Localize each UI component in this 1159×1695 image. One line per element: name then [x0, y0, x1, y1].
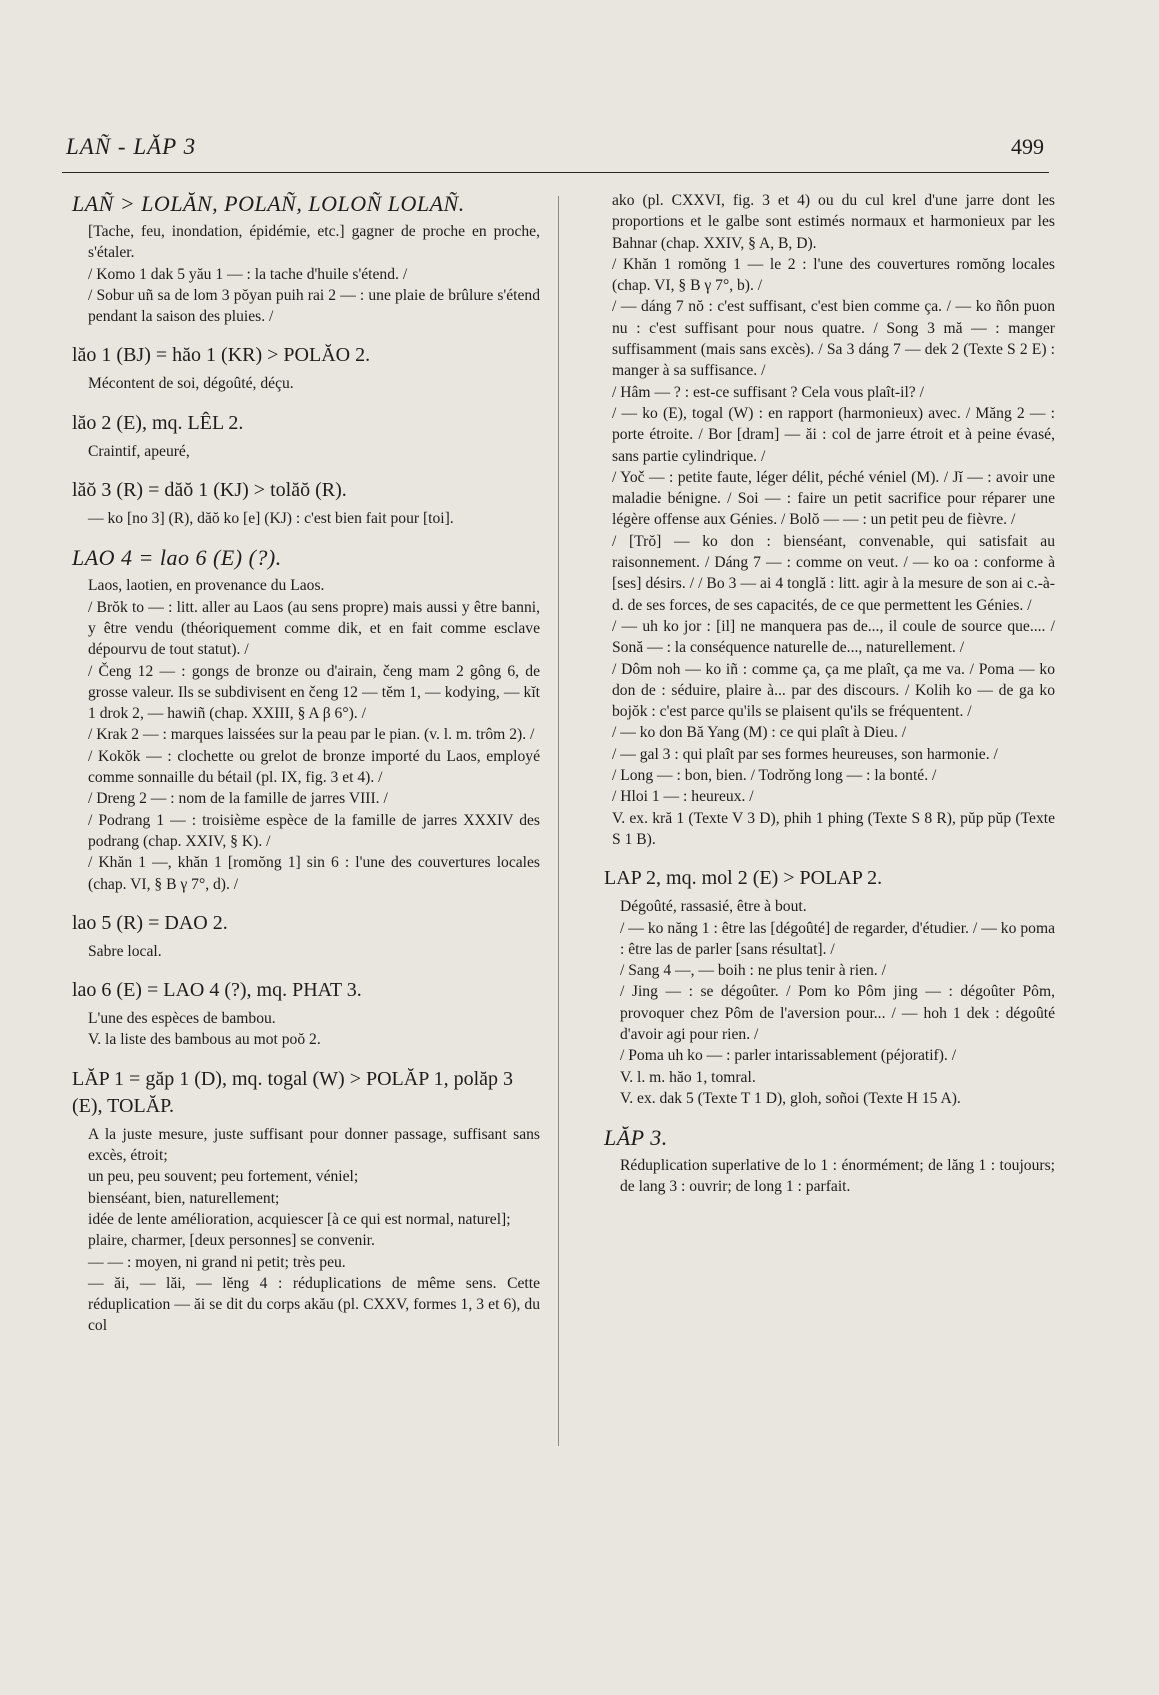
entry-line: / Čeng 12 — : gongs de bronze ou d'airain, čeng mam 2 gông 6, de grosse valeur. Ils se subdivisent en čeng 12 — tĕm 1, — kodying, — kĭt 1 drok 2, — hawiñ (chap. XXIII, § A β 6°). / [88, 662, 540, 723]
entry-headword: lao 6 (E) = LAO 4 (?), mq. PHAT 3. [72, 979, 362, 1002]
entry-line: / Dôm noh — ko iñ : comme ça, ça me plaît, ça me va. / Poma — ko don de : séduire, plaire à... par des discours. / Kolih ko — de ga ko bojŏk : c'est parce qu'ils se plaisent qu'ils se fréquentent. / [612, 660, 1055, 721]
entry-line: / — ko năng 1 : être las [dégoûté] de regarder, d'étudier. / — ko poma : être las de parler [sans résultat]. / [620, 919, 1055, 958]
entry-line: — — : moyen, ni grand ni petit; très peu. [88, 1253, 346, 1271]
entry-body [80, 373, 540, 394]
entry-headword: lăo 2 (E), mq. LÊL 2. [72, 411, 244, 434]
entry-line: ako (pl. CXXVI, fig. 3 et 4) ou du cul krel d'une jarre dont les proportions et le galbe sont estimés normaux et harmonieux par les Bahnar (chap. XXIV, § A, B, D). [612, 192, 1055, 252]
entry-headword: lăo 1 (BJ) = hăo 1 (KR) > POLĂO 2. [72, 344, 371, 367]
entry-line: plaire, charmer, [deux personnes] se convenir. [88, 1232, 375, 1250]
entry-line: / Long — : bon, bien. / Todrŏng long — : la bonté. / [612, 767, 937, 785]
entry-line: / Yoč — : petite faute, léger délit, péché véniel (M). / Jĭ — : avoir une maladie bénigne. / Soi — : faire un petit sacrifice pour réparer une légère offense aux Génies. / Bolŏ — — : un petit peu de fièvre. / [612, 468, 1055, 529]
entry-body [80, 508, 540, 529]
entry-line: / Brŏk to — : litt. aller au Laos (au sens propre) mais aussi y être banni, y être vendu (théoriquement comme dik, et en fait comme esclave dépourvu de tout statut). / [88, 598, 540, 659]
entry-body [612, 896, 1055, 1109]
entry-line: / Hâm — ? : est-ce suffisant ? Cela vous plaît-il? / [612, 383, 924, 401]
entry-line: / Khăn 1 —, khăn 1 [romŏng 1] sin 6 : l'une des couvertures locales (chap. VI, § B γ 7°, d). / [88, 854, 540, 893]
dictionary-entry [72, 342, 540, 394]
entry-line: / Hloi 1 — : heureux. / [612, 788, 754, 806]
entry-line: / — uh ko jor : [il] ne manquera pas de..., il coule de source que.... / Sonă — : la conséquence naturelle de..., naturellement. / [612, 617, 1055, 657]
entry-line: / — ko (E), togal (W) : en rapport (harmonieux) avec. / Măng 2 — : porte étroite. / Bor [dram] — ăi : col de jarre étroit et à peine évasé, sans partie cylindrique. / [612, 404, 1055, 465]
entry-line: / Sobur uñ sa de lom 3 pŏyan puih rai 2 — : une plaie de brûlure s'étend pendant la saison des pluies. / [88, 286, 540, 326]
entry-headword: LĂP 1 = găp 1 (D), mq. togal (W) > POLĂP 1, polăp 3 (E), TOLĂP. [72, 1067, 514, 1117]
entry-line: L'une des espèces de bambou. [88, 1010, 276, 1028]
entry-line: V. la liste des bambous au mot poŏ 2. [88, 1031, 321, 1049]
entry-line: Réduplication superlative de lo 1 : énormément; de lăng 1 : toujours; de lang 3 : ouvrir; de long 1 : parfait. [620, 1157, 1055, 1196]
entry-body [80, 221, 540, 327]
entry-line: Laos, laotien, en provenance du Laos. [88, 577, 325, 595]
entry-line: / Sang 4 —, — boih : ne plus tenir à rien. / [620, 962, 886, 980]
dictionary-entry [72, 410, 540, 462]
entry-line: / Dreng 2 — : nom de la famille de jarres VIII. / [88, 790, 388, 808]
entry-line: A la juste mesure, juste suffisant pour donner passage, suffisant sans excès, étroit; [88, 1125, 540, 1165]
entry-line: [Tache, feu, inondation, épidémie, etc.] gagner de proche en proche, s'étaler. [88, 223, 540, 262]
entry-line: V. l. m. hăo 1, tomral. [620, 1068, 756, 1086]
dictionary-entry [72, 477, 540, 529]
entry-line: / Khăn 1 romŏng 1 — le 2 : l'une des couvertures romŏng locales (chap. VI, § B γ 7°, b). / [612, 255, 1055, 295]
entry-line: idée de lente amélioration, acquiescer [à ce qui est normal, naturel]; [88, 1210, 511, 1228]
dictionary-entry [72, 910, 540, 962]
entry-headword: LĂP 3. [604, 1125, 668, 1151]
entry-line: — ko [no 3] (R), dăŏ ko [e] (KJ) : c'est bien fait pour [toi]. [88, 510, 454, 528]
entry-line: / Podrang 1 — : troisième espèce de la famille de jarres XXXIV des podrang (chap. XXIV, § K). / [88, 811, 540, 850]
dictionary-entry [72, 977, 540, 1051]
dictionary-entry [604, 865, 1055, 1109]
entry-line: / — ko don Bă Yang (M) : ce qui plaît à Dieu. / [612, 724, 907, 742]
entry-body [612, 1155, 1055, 1198]
entry-line: V. ex. kră 1 (Texte V 3 D), phih 1 phing (Texte S 8 R), pŭp pŭp (Texte S 1 B). [612, 809, 1055, 848]
entry-headword: lao 5 (R) = DAO 2. [72, 911, 228, 934]
entry-line: — ăi, — lăi, — lĕng 4 : réduplications de même sens. Cette réduplication — ăi se dit du corps akău (pl. CXXV, formes 1, 3 et 6), du col [88, 1274, 540, 1335]
running-head: LAÑ - LĂP 3 [66, 134, 197, 159]
entry-line: / Jing — : se dégoûter. / Pom ko Pôm jing — : dégoûter Pôm, provoquer chez Pôm de l'aversion pour... / — hoh 1 dek : dégoûté d'avoir agi pour rien. / [620, 983, 1055, 1043]
entry-line: / Kokŏk — : clochette ou grelot de bronze importé du Laos, employé comme sonnaille du bétail (pl. IX, fig. 3 et 4). / [88, 747, 540, 787]
entry-line: / Krak 2 — : marques laissées sur la peau par le pian. (v. l. m. trôm 2). / [88, 726, 535, 744]
entry-line: / Poma uh ko — : parler intarissablement (péjoratif). / [620, 1047, 957, 1065]
entry-headword: LAO 4 = lao 6 (E) (?). [72, 545, 282, 571]
entry-body [80, 941, 540, 962]
entry-line: Craintif, apeuré, [88, 442, 190, 460]
dictionary-entry [604, 1124, 1055, 1198]
right-entries [604, 865, 1055, 1198]
entry-line: bienséant, bien, naturellement; [88, 1189, 280, 1207]
continued-entry-text [612, 190, 1055, 850]
entry-line: un peu, peu souvent; peu fortement, véniel; [88, 1168, 359, 1186]
entry-body [80, 575, 540, 894]
entry-line: V. ex. dak 5 (Texte T 1 D), gloh, soñoi (Texte H 15 A). [620, 1089, 961, 1107]
dictionary-entry [72, 544, 540, 894]
dictionary-entry [72, 190, 540, 327]
column-divider [558, 196, 559, 1446]
entry-body [80, 1008, 540, 1051]
entry-line: / — dáng 7 nŏ : c'est suffisant, c'est bien comme ça. / — ko ñôn puon nu : c'est suffisant pour nous quatre. / Song 3 mă — : manger suffisamment (mais sans excès). / Sa 3 dáng 7 — dek 2 (Texte S 2 E) : manger à sa suffisance. / [612, 298, 1055, 380]
header-rule [62, 172, 1049, 173]
entry-body [80, 1124, 540, 1337]
entry-body [80, 441, 540, 462]
entry-line: Dégoûté, rassasié, être à bout. [620, 898, 807, 916]
entry-headword: lăŏ 3 (R) = dăŏ 1 (KJ) > tolăŏ (R). [72, 479, 347, 502]
dictionary-entry [72, 1066, 540, 1337]
entry-line: / — gal 3 : qui plaît par ses formes heureuses, son harmonie. / [612, 745, 998, 763]
entry-headword: LAÑ > LOLĂN, POLAÑ, LOLOÑ LOLAÑ. [72, 191, 465, 216]
entry-line: / [Trŏ] — ko don : bienséant, convenable, qui satisfait au raisonnement. / Dáng 7 — : comme on veut. / — ko oa : conforme à [ses] désirs. / / Bo 3 — ai 4 tonglă : litt. agir à la mesure de son ai c.-à-d. de ses forces, de ses capacités, de ce que permettent les Génies. / [612, 532, 1055, 614]
entry-line: Mécontent de soi, dégoûté, déçu. [88, 375, 294, 393]
right-column [604, 190, 1055, 1213]
entry-headword: LAP 2, mq. mol 2 (E) > POLAP 2. [604, 867, 883, 890]
entry-line: / Komo 1 dak 5 yău 1 — : la tache d'huile s'étend. / [88, 265, 408, 283]
left-column [72, 190, 540, 1352]
entry-line: Sabre local. [88, 942, 162, 960]
page-number: 499 [1011, 134, 1044, 159]
